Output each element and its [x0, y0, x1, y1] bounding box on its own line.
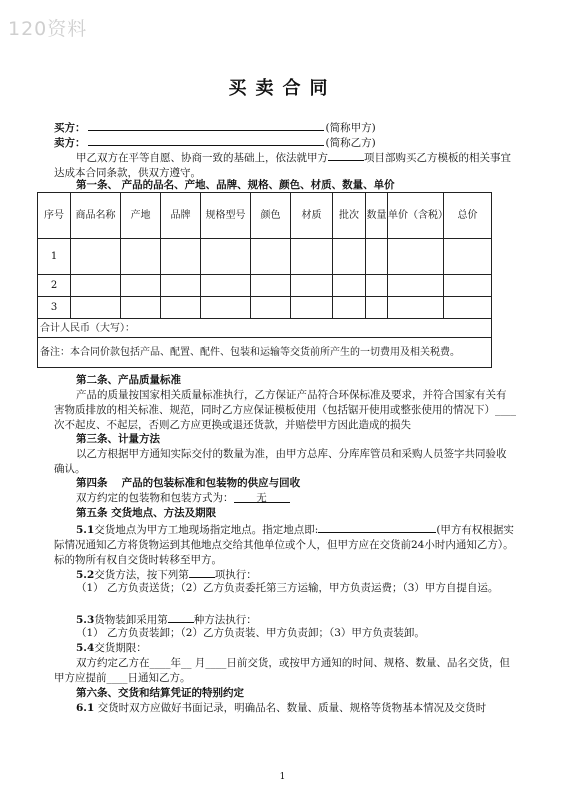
table-cell[interactable] — [251, 275, 291, 297]
clause-6-1 — [76, 701, 516, 716]
article-4-line — [76, 491, 536, 506]
packaging-value: 无 — [234, 491, 290, 503]
clause-5-2-options: （1） 乙方负责送货；（2）乙方负责委托第三方运输，甲方负责运费；（3）甲方自提自运。 — [76, 582, 499, 594]
table-cell[interactable] — [71, 275, 121, 297]
clause-5-2-text-a: 交货方法，按下列第 — [94, 569, 189, 581]
row-number: 2 — [38, 275, 71, 297]
header-cell: 规格型号 — [201, 193, 251, 239]
table-cell[interactable] — [291, 275, 333, 297]
total-label: 合计人民币（大写）： — [38, 319, 492, 338]
watermark: 120资料 — [8, 18, 88, 40]
article-5-heading: 第五条 交货地点、方法及期限 — [76, 507, 217, 519]
article-1-heading: 第一条、 产品的品名、产地、品牌、规格、颜色、材质、数量、单价 — [76, 179, 395, 191]
header-cell: 总价 — [444, 193, 492, 239]
header-cell: 材质 — [291, 193, 333, 239]
header-cell: 数量 — [366, 193, 388, 239]
header-cell: 颜色 — [251, 193, 291, 239]
buyer-name-field[interactable] — [88, 119, 324, 131]
clause-5-4-text-a: 交货期限： — [94, 642, 147, 654]
article-2-text: 产品的质量按国家相关质量标准执行，乙方保证产品符合环保标准及要求，并符合国家有关有害物质排放的相关标准、规范，同时乙方应保证模板使用（包括锯开使用或整张使用的情况下）____次不起皮、不起层，否则乙方应更换或退还货款，并赔偿甲方因此造成的损失 — [54, 389, 516, 431]
article-3-heading: 第三条、计量方法 — [76, 433, 160, 445]
delivery-location-field[interactable] — [318, 521, 436, 533]
table-cell[interactable] — [333, 239, 366, 275]
header-cell: 商品名称 — [71, 193, 121, 239]
clause-5-3-options: （1） 乙方负责装卸；（2）乙方负责装、甲方负责卸；（3）甲方负责装卸。 — [76, 627, 425, 639]
clause-5-3-text-b: 种方法执行： — [193, 614, 257, 626]
table-cell[interactable] — [366, 239, 388, 275]
table-row — [38, 297, 492, 319]
table-row — [38, 239, 492, 275]
header-cell: 产地 — [121, 193, 161, 239]
intro-part2: 项目部购买乙方模板的相关事宜达成本合同条款，供双方遵守。 — [54, 152, 511, 179]
header-cell: 序号 — [38, 193, 71, 239]
table-cell[interactable] — [444, 275, 492, 297]
table-cell[interactable] — [121, 297, 161, 319]
table-cell[interactable] — [366, 297, 388, 319]
table-cell[interactable] — [291, 239, 333, 275]
seller-label: 卖方： — [54, 137, 86, 149]
table-cell[interactable] — [388, 239, 444, 275]
table-cell[interactable] — [251, 297, 291, 319]
article-4-heading: 第四条 产品的包装标准和包装物的供应与回收 — [76, 477, 301, 489]
row-number: 1 — [38, 239, 71, 275]
table-cell[interactable] — [121, 239, 161, 275]
table-cell[interactable] — [333, 275, 366, 297]
note-row — [38, 338, 492, 368]
table-cell[interactable] — [161, 297, 201, 319]
clause-5-3-number: 5.3 — [76, 614, 95, 626]
table-cell[interactable] — [251, 239, 291, 275]
table-cell[interactable] — [201, 275, 251, 297]
total-row — [38, 319, 492, 338]
delivery-method-field[interactable] — [189, 566, 215, 578]
table-cell[interactable] — [201, 297, 251, 319]
loading-method-field[interactable] — [168, 611, 194, 623]
table-cell[interactable] — [388, 297, 444, 319]
project-name-field[interactable] — [328, 149, 364, 161]
clause-5-2-number: 5.2 — [76, 569, 95, 581]
table-cell[interactable] — [121, 275, 161, 297]
article-6-heading: 第六条、交货和结算凭证的特别约定 — [76, 687, 244, 699]
clause-6-1-number: 6.1 — [76, 702, 95, 714]
clause-5-1-text-b: (甲方有权根据实际情况通知乙方将货物运到其他地点交给其他单位或个人，但甲方应在交货前24小时内通知乙方）。标的物所有权自交货时转移至甲方。 — [54, 524, 514, 566]
product-table — [37, 192, 492, 368]
page-number: 1 — [279, 772, 286, 782]
seller-note: (简称乙方) — [325, 137, 376, 149]
table-cell[interactable] — [388, 275, 444, 297]
intro-part1: 甲乙双方在平等自愿、协商一致的基础上，依法就甲方 — [76, 152, 328, 164]
buyer-note: (简称甲方) — [325, 122, 376, 134]
clause-5-3-text-a: 货物装卸采用第 — [94, 614, 168, 626]
table-note: 备注：本合同价款包括产品、配置、配件、包装和运输等交货前所产生的一切费用及相关税费。 — [38, 338, 492, 368]
header-cell: 批次 — [333, 193, 366, 239]
clause-5-2-text-b: 项执行： — [214, 569, 257, 581]
header-cell: 品牌 — [161, 193, 201, 239]
article-4-text: 双方约定的包装物和包装方式为： — [76, 492, 234, 504]
clause-5-4-text: 双方约定乙方在____年__ 月____日前交货，或按甲方通知的时间、规格、数量、品名交货，但甲方应提前____日通知乙方。 — [54, 657, 510, 684]
seller-name-field[interactable] — [88, 134, 324, 146]
contract-title: 买卖合同 — [228, 78, 337, 99]
intro-paragraph — [54, 149, 516, 181]
clause-5-4 — [76, 641, 536, 656]
clause-5-1-text-a: 交货地点为甲方工地现场指定地点。指定地点即: — [94, 524, 319, 536]
clause-5-4-number: 5.4 — [76, 642, 95, 654]
buyer-label: 买方： — [54, 122, 86, 134]
table-cell[interactable] — [201, 239, 251, 275]
table-cell[interactable] — [71, 297, 121, 319]
table-cell[interactable] — [161, 275, 201, 297]
table-cell[interactable] — [333, 297, 366, 319]
article-3-text: 以乙方根据甲方通知实际交付的数量为准，由甲方总库、分库库管员和采购人员签字共同验收确认。 — [54, 448, 507, 475]
header-cell: 单价（含税） — [388, 193, 444, 239]
clause-6-1-text: 交货时双方应做好书面记录，明确品名、数量、质量、规格等货物基本情况及交货时 — [97, 702, 487, 714]
table-cell[interactable] — [444, 239, 492, 275]
table-header-row — [38, 193, 492, 239]
table-cell[interactable] — [366, 275, 388, 297]
article-2-heading: 第二条、产品质量标准 — [76, 374, 181, 386]
table-cell[interactable] — [161, 239, 201, 275]
table-cell[interactable] — [444, 297, 492, 319]
clause-5-1 — [54, 521, 516, 568]
row-number: 3 — [38, 297, 71, 319]
table-cell[interactable] — [291, 297, 333, 319]
table-cell[interactable] — [71, 239, 121, 275]
clause-5-1-number: 5.1 — [76, 524, 95, 536]
table-row — [38, 275, 492, 297]
